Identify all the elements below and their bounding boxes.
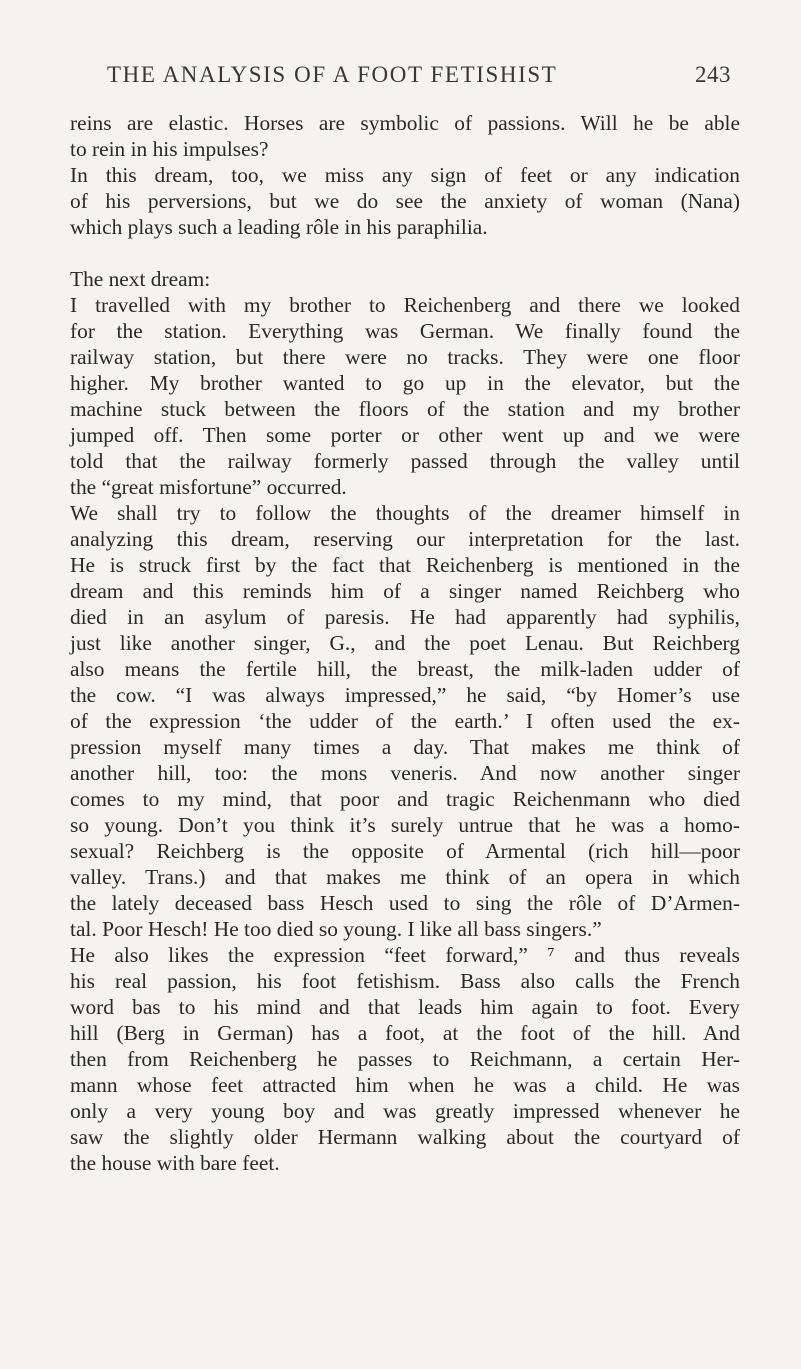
text-line: another hill, too: the mons veneris. And now another singer: [70, 761, 740, 785]
text-line: jumped off. Then some porter or other went up and we were: [70, 423, 740, 447]
text-line: then from Reichenberg he passes to Reichmann, a certain Her-: [70, 1047, 740, 1071]
body-text: [70, 110, 740, 1176]
text-line: also means the fertile hill, the breast, the milk-laden udder of: [70, 657, 740, 681]
text-line: dream and this reminds him of a singer named Reichberg who: [70, 579, 740, 603]
text-line: valley. Trans.) and that makes me think of an opera in which: [70, 865, 740, 889]
text-line: which plays such a leading rôle in his paraphilia.: [70, 215, 488, 239]
text-line: saw the slightly older Hermann walking about the courtyard of: [70, 1125, 740, 1149]
text-line: died in an asylum of paresis. He had apparently had syphilis,: [70, 605, 740, 629]
text-line: hill (Berg in German) has a foot, at the foot of the hill. And: [70, 1021, 740, 1045]
text-line: to rein in his impulses?: [70, 137, 269, 161]
text-line: higher. My brother wanted to go up in the elevator, but the: [70, 371, 740, 395]
text-line: just like another singer, G., and the poet Lenau. But Reichberg: [70, 631, 740, 655]
text-line: word bas to his mind and that leads him again to foot. Every: [70, 995, 740, 1019]
text-line: comes to my mind, that poor and tragic Reichenmann who died: [70, 787, 740, 811]
running-header: [0, 62, 801, 94]
text-line: the “great misfortune” occurred.: [70, 475, 347, 499]
text-line: analyzing this dream, reserving our interpretation for the last.: [70, 527, 740, 551]
running-title: THE ANALYSIS OF A FOOT FETISHIST: [107, 62, 558, 87]
text-line: He also likes the expression “feet forward,” ⁷ and thus reveals: [70, 943, 740, 967]
paragraph-spacer: [70, 240, 740, 266]
text-line: of his perversions, but we do see the anxiety of woman (Nana): [70, 189, 740, 213]
paragraph: [70, 942, 740, 1176]
text-line: for the station. Everything was German. We finally found the: [70, 319, 740, 343]
page-number: 243: [695, 62, 731, 87]
text-line: the house with bare feet.: [70, 1151, 280, 1175]
text-line: I travelled with my brother to Reichenberg and there we looked: [70, 293, 740, 317]
text-line: so young. Don’t you think it’s surely untrue that he was a homo-: [70, 813, 740, 837]
text-line: pression myself many times a day. That makes me think of: [70, 735, 740, 759]
text-line: We shall try to follow the thoughts of the dreamer himself in: [70, 501, 740, 525]
text-line: railway station, but there were no tracks. They were one floor: [70, 345, 740, 369]
text-line: tal. Poor Hesch! He too died so young. I like all bass singers.”: [70, 917, 602, 941]
text-line: machine stuck between the floors of the station and my brother: [70, 397, 740, 421]
text-line: sexual? Reichberg is the opposite of Armental (rich hill—poor: [70, 839, 740, 863]
text-line: the lately deceased bass Hesch used to sing the rôle of D’Armen-: [70, 891, 740, 915]
paragraph: [70, 162, 740, 240]
paragraph: [70, 266, 740, 292]
text-line: mann whose feet attracted him when he was a child. He was: [70, 1073, 740, 1097]
text-line: the cow. “I was always impressed,” he said, “by Homer’s use: [70, 683, 740, 707]
text-line: reins are elastic. Horses are symbolic of passions. Will he be able: [70, 111, 740, 135]
text-line: He is struck first by the fact that Reichenberg is mentioned in the: [70, 553, 740, 577]
text-line: of the expression ‘the udder of the earth.’ I often used the ex-: [70, 709, 740, 733]
text-line: only a very young boy and was greatly impressed whenever he: [70, 1099, 740, 1123]
text-line: his real passion, his foot fetishism. Bass also calls the French: [70, 969, 740, 993]
text-line: In this dream, too, we miss any sign of feet or any indication: [70, 163, 740, 187]
paragraph: [70, 292, 740, 500]
paragraph: [70, 110, 740, 162]
text-line: The next dream:: [70, 267, 211, 291]
paragraph: [70, 500, 740, 942]
text-line: told that the railway formerly passed through the valley until: [70, 449, 740, 473]
